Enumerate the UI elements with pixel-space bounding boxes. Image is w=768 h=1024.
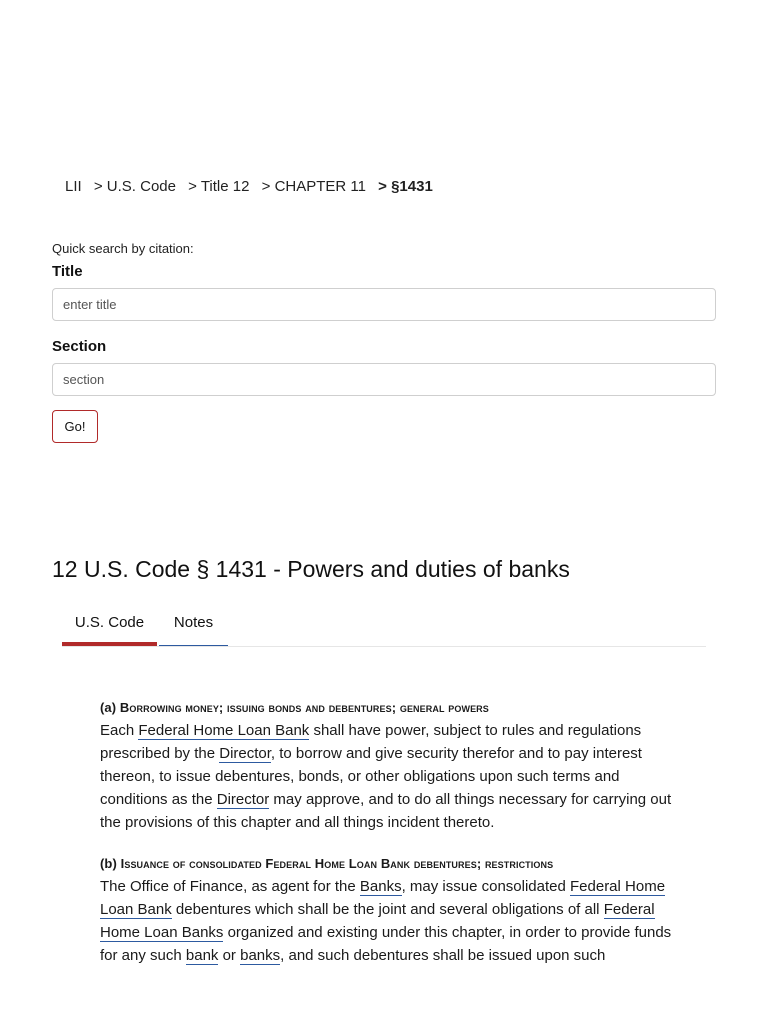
subsection-a-number: (a)	[100, 700, 117, 715]
subsection-b-text	[100, 878, 671, 965]
content-tabs	[62, 606, 706, 647]
section-field-label: Section	[52, 338, 107, 355]
definition-link-bank[interactable]: bank	[185, 947, 219, 964]
title-field-label: Title	[52, 263, 83, 280]
text-fragment: The Office of Finance, as agent for the	[100, 878, 360, 895]
go-button[interactable]: Go!	[52, 410, 98, 443]
tab-us-code[interactable]: U.S. Code	[62, 606, 157, 646]
text-fragment: debentures which shall be the joint and several obligations of all	[171, 901, 604, 918]
definition-link-federal-home-loan-bank[interactable]: Federal Home Loan Bank	[100, 878, 666, 918]
definition-link-federal-home-loan-bank[interactable]: Federal Home Loan Bank	[138, 722, 310, 739]
breadcrumb-title-12[interactable]: > Title 12	[188, 178, 250, 195]
text-fragment: , and such debentures shall be issued upon such	[280, 947, 606, 964]
breadcrumb	[65, 178, 433, 195]
tab-notes[interactable]: Notes	[159, 606, 228, 646]
page-title: 12 U.S. Code § 1431 - Powers and duties of banks	[52, 556, 570, 582]
breadcrumb-chapter-11[interactable]: > CHAPTER 11	[261, 178, 366, 195]
text-fragment: Each	[100, 722, 139, 739]
subsection-b-number: (b)	[100, 856, 117, 871]
subsection-a-heading-text: Borrowing money; issuing bonds and debentures; general powers	[119, 700, 489, 715]
section-input[interactable]	[52, 363, 716, 396]
breadcrumb-lii[interactable]: LII	[65, 178, 82, 195]
text-fragment: may approve, and to do all things necessary for carrying out the provisions of this chapter and all things incident thereto.	[100, 791, 672, 831]
text-fragment: organized and existing under this chapter, in order to provide funds for any such	[100, 924, 672, 964]
breadcrumb-us-code[interactable]: > U.S. Code	[93, 178, 176, 195]
subsection-a-text	[100, 722, 671, 831]
definition-link-director[interactable]: Director	[216, 791, 270, 808]
text-fragment: , to borrow and give security therefor and to pay interest thereon, to issue debentures, bonds, or other obligations upon such terms and conditions as the	[100, 745, 642, 808]
definition-link-banks[interactable]: banks	[240, 947, 281, 964]
breadcrumb-current: > §1431	[378, 178, 433, 195]
subsection-b-heading	[100, 852, 690, 875]
subsection-b-heading-text: Issuance of consolidated Federal Home Loan Bank debentures; restrictions	[120, 856, 554, 871]
title-input[interactable]	[52, 288, 716, 321]
quick-search-label: Quick search by citation:	[52, 241, 194, 256]
definition-link-banks[interactable]: Banks	[359, 878, 402, 895]
subsection-a-heading	[100, 696, 690, 719]
text-fragment: or	[218, 947, 241, 964]
subsection-a	[100, 696, 690, 834]
subsection-b	[100, 852, 690, 967]
text-fragment: shall have power, subject to rules and regulations prescribed by the	[100, 722, 642, 762]
statute-text	[100, 696, 690, 985]
text-fragment: , may issue consolidated	[401, 878, 570, 895]
definition-link-federal-home-loan-banks[interactable]: Federal Home Loan Banks	[100, 901, 655, 941]
definition-link-director[interactable]: Director	[219, 745, 271, 762]
